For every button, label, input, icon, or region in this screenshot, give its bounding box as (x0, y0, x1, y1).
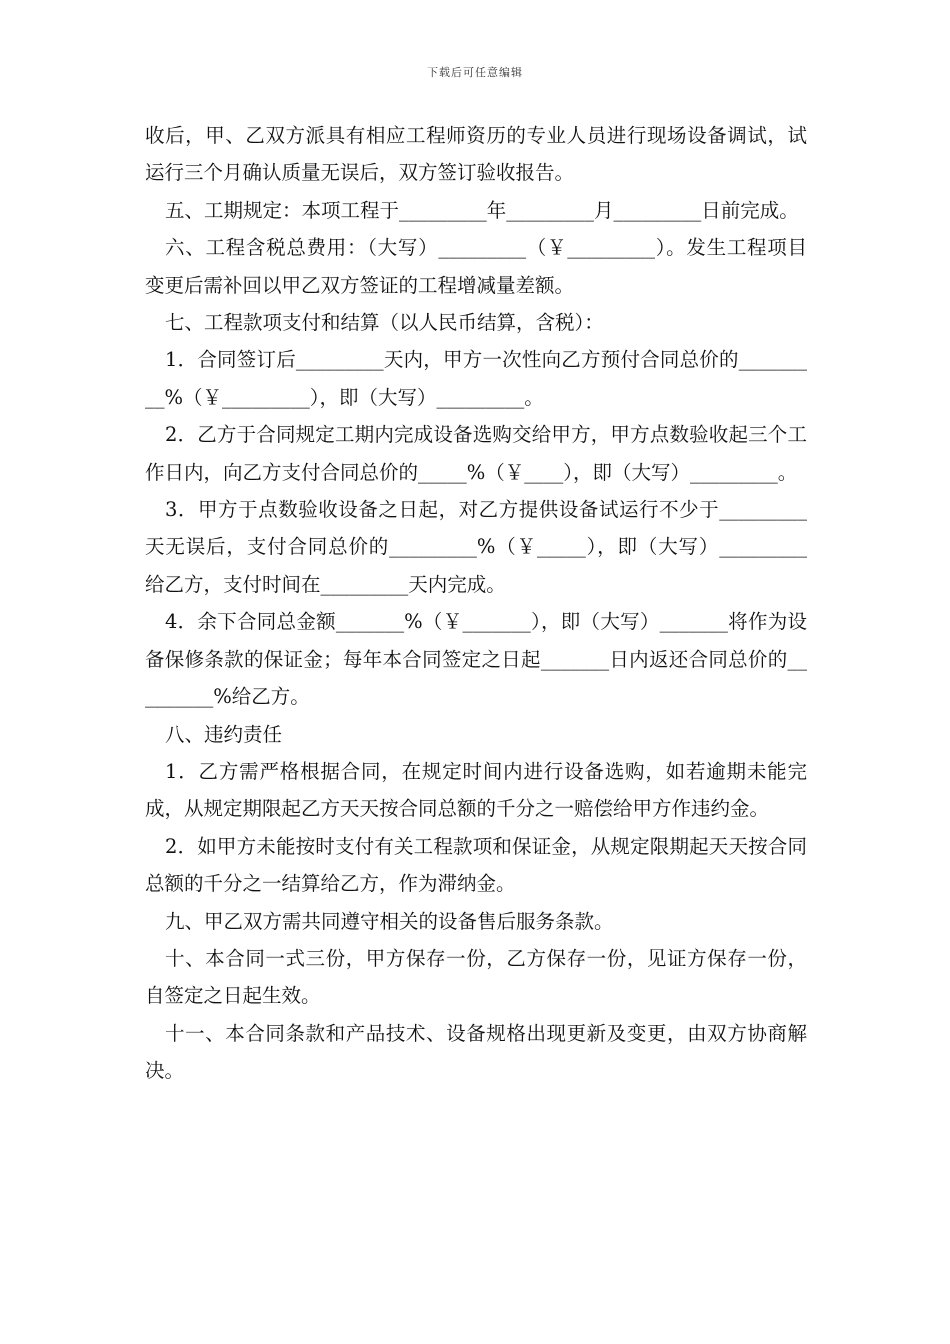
paragraph-liability-1: 1．乙方需严格根据合同，在规定时间内进行设备选购，如若逾期未能完成，从规定期限起乙方天天按合同总额的千分之一赔偿给甲方作违约金。 (145, 759, 807, 821)
paragraph-payment-1: 1．合同签订后_________天内，甲方一次性向乙方预付合同总价的_________%（￥_________），即（大写）_________。 (145, 348, 807, 409)
paragraph-payment-2: 2．乙方于合同规定工期内完成设备选购交给甲方，甲方点数验收起三个工作日内，向乙方支付合同总价的_____%（￥____），即（大写）_________。 (145, 423, 807, 484)
paragraph-schedule: 五、工期规定：本项工程于_________年_________月_________日前完成。 (165, 198, 799, 222)
paragraph-liability-2: 2．如甲方未能按时支付有关工程款项和保证金，从规定限期起天天按合同总额的千分之一结算给乙方，作为滞纳金。 (145, 834, 807, 896)
paragraph-payment-heading: 七、工程款项支付和结算（以人民币结算，含税）： (165, 311, 604, 335)
contract-body (145, 117, 807, 1090)
paragraph-service: 九、甲乙双方需共同遵守相关的设备售后服务条款。 (165, 909, 614, 933)
paragraph-total-cost: 六、工程含税总费用：（大写）_________（￥_________）。发生工程项目变更后需补回以甲乙双方签证的工程增减量差额。 (145, 236, 807, 297)
paragraph-payment-4: 4．余下合同总金额_______%（￥_______），即（大写）_______将作为设备保修条款的保证金；每年本合同签定之日起_______日内返还合同总价的_________%给乙方。 (145, 610, 807, 709)
paragraph-liability-heading: 八、违约责任 (165, 722, 283, 746)
page-header: 下载后可任意编辑 (427, 66, 523, 79)
paragraph-copies: 十、本合同一式三份，甲方保存一份，乙方保存一份，见证方保存一份，自签定之日起生效。 (145, 946, 807, 1008)
paragraph-payment-3: 3．甲方于点数验收设备之日起，对乙方提供设备试运行不少于_________天无误后，支付合同总价的_________%（￥_____），即（大写）_________给乙方，支付时间在_________天内完成。 (145, 498, 807, 596)
paragraph-changes: 十一、本合同条款和产品技术、设备规格出现更新及变更，由双方协商解决。 (145, 1021, 807, 1083)
paragraph-acceptance: 收后，甲、乙双方派具有相应工程师资历的专业人员进行现场设备调试，试运行三个月确认质量无误后，双方签订验收报告。 (145, 124, 807, 185)
